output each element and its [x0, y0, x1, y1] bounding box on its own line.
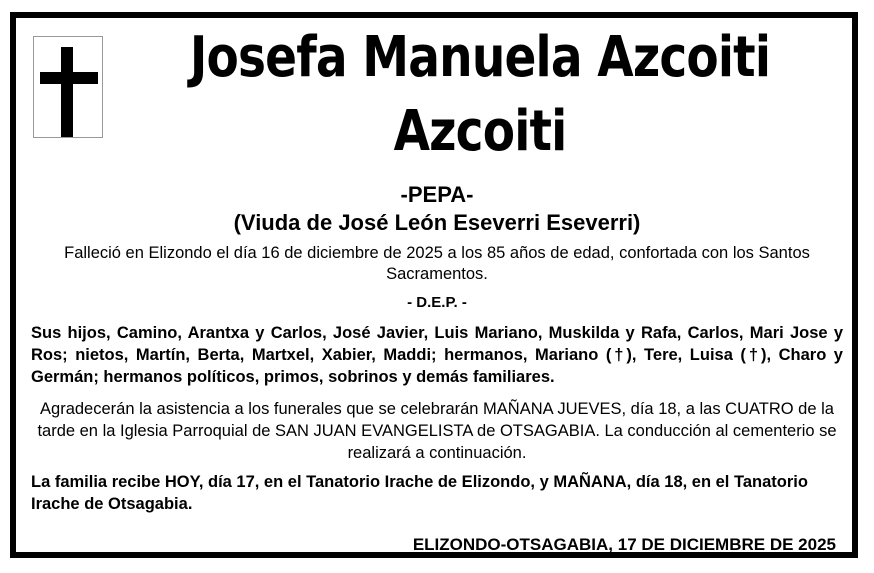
viewing-paragraph: La familia recibe HOY, día 17, en el Tanatorio Irache de Elizondo, y MAÑANA, día 18, en el Tanatorio Irache de Otsagabia.: [31, 473, 808, 513]
nickname: -PEPA-: [400, 182, 474, 207]
funeral-paragraph: Agradecerán la asistencia a los funerales que se celebrarán MAÑANA JUEVES, día 18, a las CUATRO de la tarde en la Iglesia Parroquial de SAN JUAN EVANGELISTA de OTSAGABIA. La conducción al cementerio se realizará a continuación.: [37, 400, 837, 462]
deceased-name-line1: Josefa Manuela Azcoiti: [189, 25, 771, 90]
place-date-footer: ELIZONDO-OTSAGABIA, 17 DE DICIEMBRE DE 2025: [412, 535, 836, 554]
dep-line: - D.E.P. -: [407, 294, 467, 311]
family-paragraph: Sus hijos, Camino, Arantxa y Carlos, José Javier, Luis Mariano, Muskilda y Rafa, Carlos, Mari Jose y Ros; nietos, Martín, Berta, Martxel, Xabier, Maddi; hermanos, Mariano (†), Tere, Luisa (†), Charo y Germán; hermanos políticos, primos, sobrinos y demás familiares.: [31, 324, 843, 386]
deceased-name-line2: Azcoiti: [393, 99, 567, 164]
widow-line: (Viuda de José León Eseverri Eseverri): [233, 210, 641, 235]
cross-icon: [33, 36, 103, 138]
death-notice: Falleció en Elizondo el día 16 de diciembre de 2025 a los 85 años de edad, confortada con los Santos Sacramentos.: [64, 244, 810, 283]
